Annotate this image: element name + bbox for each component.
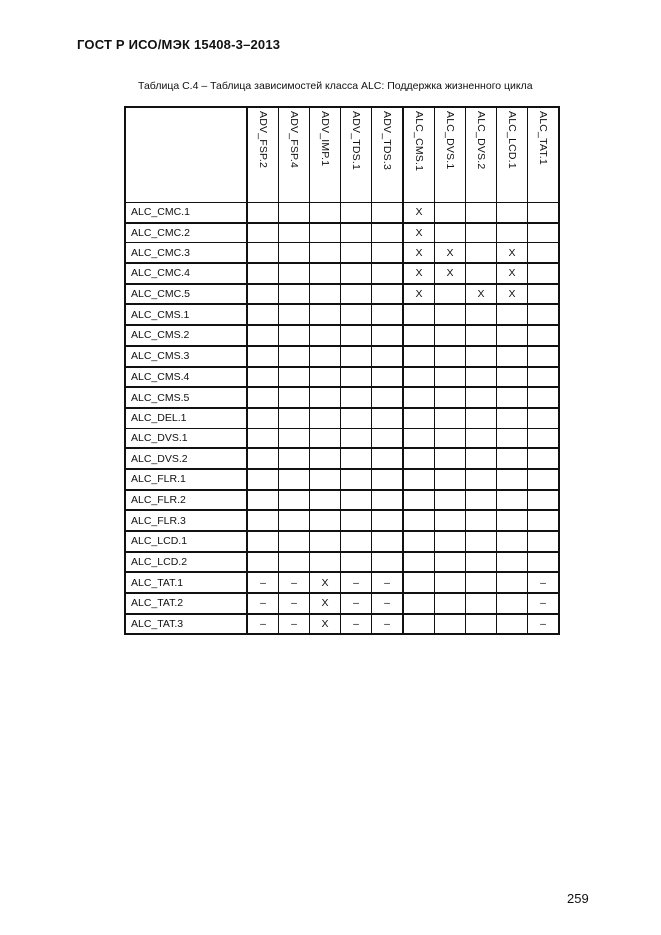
table-cell	[466, 614, 497, 635]
table-cell	[341, 346, 372, 367]
table-cell	[279, 346, 310, 367]
table-cell	[403, 448, 435, 469]
table-cell	[528, 448, 560, 469]
row-label: ALC_CMC.1	[125, 203, 247, 223]
table-cell	[372, 387, 404, 408]
column-header-label: ALC_TAT.1	[537, 111, 549, 165]
table-cell: X	[435, 243, 466, 263]
table-row	[125, 284, 559, 305]
table-cell	[247, 387, 279, 408]
table-cell	[466, 367, 497, 388]
table-cell	[247, 428, 279, 448]
table-cell	[310, 203, 341, 223]
row-label: ALC_LCD.1	[125, 531, 247, 552]
table-cell	[497, 572, 528, 593]
table-row	[125, 325, 559, 346]
row-label: ALC_CMC.5	[125, 284, 247, 305]
table-cell	[372, 284, 404, 305]
table-cell	[310, 428, 341, 448]
row-label: ALC_CMC.4	[125, 263, 247, 284]
table-row	[125, 223, 559, 243]
table-cell	[403, 552, 435, 573]
table-cell	[372, 428, 404, 448]
table-cell: X	[310, 614, 341, 635]
table-cell	[435, 346, 466, 367]
table-cell	[279, 325, 310, 346]
column-header	[247, 107, 279, 203]
table-cell	[372, 552, 404, 573]
table-cell	[279, 387, 310, 408]
table-row	[125, 531, 559, 552]
table-cell	[341, 469, 372, 490]
table-cell	[435, 490, 466, 511]
table-row	[125, 572, 559, 593]
table-cell	[497, 490, 528, 511]
table-cell: X	[497, 263, 528, 284]
table-cell: X	[497, 243, 528, 263]
table-cell	[279, 510, 310, 531]
table-cell	[466, 325, 497, 346]
table-cell	[435, 593, 466, 614]
table-cell	[310, 325, 341, 346]
table-cell	[310, 263, 341, 284]
table-cell	[466, 263, 497, 284]
table-cell	[528, 387, 560, 408]
table-cell	[497, 448, 528, 469]
row-label: ALC_CMS.2	[125, 325, 247, 346]
table-cell	[497, 552, 528, 573]
table-row	[125, 593, 559, 614]
table-cell	[247, 510, 279, 531]
table-corner-cell	[125, 107, 247, 203]
table-cell	[310, 490, 341, 511]
table-cell	[279, 304, 310, 325]
table-cell	[466, 510, 497, 531]
table-cell	[528, 490, 560, 511]
table-cell	[341, 243, 372, 263]
table-cell	[497, 469, 528, 490]
row-label: ALC_LCD.2	[125, 552, 247, 573]
table-cell	[247, 243, 279, 263]
table-cell	[310, 346, 341, 367]
table-cell: –	[341, 614, 372, 635]
table-cell	[403, 531, 435, 552]
table-row	[125, 304, 559, 325]
table-cell	[497, 325, 528, 346]
table-cell	[310, 387, 341, 408]
row-label: ALC_TAT.3	[125, 614, 247, 635]
table-row	[125, 263, 559, 284]
column-header-label: ALC_DVS.2	[475, 111, 487, 170]
table-cell	[528, 552, 560, 573]
table-cell	[341, 490, 372, 511]
table-cell: –	[247, 614, 279, 635]
table-cell	[466, 428, 497, 448]
row-label: ALC_CMS.1	[125, 304, 247, 325]
table-cell	[403, 428, 435, 448]
table-cell	[341, 263, 372, 284]
table-cell: X	[403, 284, 435, 305]
table-cell	[372, 263, 404, 284]
column-header-label: ADV_TDS.3	[381, 111, 393, 170]
column-header	[466, 107, 497, 203]
table-cell: –	[341, 593, 372, 614]
table-cell	[341, 510, 372, 531]
table-cell	[247, 263, 279, 284]
table-cell	[435, 203, 466, 223]
table-cell	[497, 387, 528, 408]
table-row	[125, 448, 559, 469]
table-cell: X	[403, 263, 435, 284]
table-cell	[247, 284, 279, 305]
table-cell	[403, 408, 435, 428]
table-cell	[528, 531, 560, 552]
column-header	[279, 107, 310, 203]
table-cell	[247, 408, 279, 428]
table-cell	[341, 367, 372, 388]
table-cell	[528, 304, 560, 325]
table-cell	[528, 346, 560, 367]
table-cell	[310, 469, 341, 490]
table-cell	[341, 284, 372, 305]
table-cell	[372, 223, 404, 243]
row-label: ALC_CMS.4	[125, 367, 247, 388]
column-header	[528, 107, 560, 203]
table-cell	[279, 203, 310, 223]
table-cell	[279, 408, 310, 428]
table-cell	[372, 408, 404, 428]
table-cell	[341, 552, 372, 573]
table-cell	[247, 552, 279, 573]
table-cell	[435, 284, 466, 305]
table-cell: –	[341, 572, 372, 593]
table-cell	[466, 531, 497, 552]
column-header-label: ALC_CMS.1	[413, 111, 425, 172]
table-cell	[310, 367, 341, 388]
table-cell	[497, 614, 528, 635]
table-cell	[403, 346, 435, 367]
table-cell: –	[528, 593, 560, 614]
column-header-label: ADV_TDS.1	[350, 111, 362, 170]
column-header	[435, 107, 466, 203]
table-cell	[279, 448, 310, 469]
row-label: ALC_CMC.2	[125, 223, 247, 243]
row-label: ALC_FLR.2	[125, 490, 247, 511]
table-cell: –	[528, 614, 560, 635]
table-row	[125, 510, 559, 531]
table-cell	[497, 346, 528, 367]
table-cell: –	[372, 593, 404, 614]
table-cell: X	[310, 572, 341, 593]
table-cell	[466, 243, 497, 263]
column-header-label: ALC_LCD.1	[506, 111, 518, 169]
table-cell: –	[279, 593, 310, 614]
table-cell: X	[403, 243, 435, 263]
table-cell	[528, 428, 560, 448]
row-label: ALC_DEL.1	[125, 408, 247, 428]
table-cell	[372, 325, 404, 346]
table-cell	[310, 284, 341, 305]
table-cell	[372, 243, 404, 263]
table-cell	[372, 469, 404, 490]
table-cell	[466, 593, 497, 614]
table-row	[125, 552, 559, 573]
table-cell	[435, 387, 466, 408]
table-cell	[247, 325, 279, 346]
table-cell	[497, 203, 528, 223]
table-cell	[528, 469, 560, 490]
table-cell	[466, 223, 497, 243]
table-cell: X	[403, 223, 435, 243]
column-header	[341, 107, 372, 203]
table-cell	[247, 203, 279, 223]
table-cell	[403, 510, 435, 531]
table-cell	[372, 448, 404, 469]
table-cell	[435, 510, 466, 531]
table-cell: –	[247, 593, 279, 614]
table-cell	[466, 408, 497, 428]
table-cell	[466, 304, 497, 325]
table-cell	[247, 448, 279, 469]
table-cell	[341, 531, 372, 552]
table-cell	[528, 284, 560, 305]
row-label: ALC_TAT.1	[125, 572, 247, 593]
table-cell	[247, 490, 279, 511]
table-cell	[466, 469, 497, 490]
page-number: 259	[567, 891, 589, 906]
table-cell	[497, 367, 528, 388]
table-cell	[403, 304, 435, 325]
table-cell	[247, 304, 279, 325]
table-row	[125, 469, 559, 490]
table-cell	[435, 223, 466, 243]
table-row	[125, 346, 559, 367]
table-row	[125, 408, 559, 428]
table-cell	[247, 223, 279, 243]
row-label: ALC_DVS.1	[125, 428, 247, 448]
row-label: ALC_CMC.3	[125, 243, 247, 263]
table-cell	[466, 346, 497, 367]
table-cell	[497, 408, 528, 428]
table-cell	[403, 572, 435, 593]
table-cell	[528, 263, 560, 284]
table-row	[125, 614, 559, 635]
table-cell: –	[372, 572, 404, 593]
table-cell	[310, 304, 341, 325]
table-cell	[279, 490, 310, 511]
table-cell	[497, 510, 528, 531]
row-label: ALC_CMS.5	[125, 387, 247, 408]
table-cell: X	[466, 284, 497, 305]
row-label: ALC_CMS.3	[125, 346, 247, 367]
table-cell	[341, 428, 372, 448]
table-header-row	[125, 107, 559, 203]
table-cell	[310, 552, 341, 573]
table-cell	[497, 593, 528, 614]
table-cell	[310, 243, 341, 263]
table-row	[125, 490, 559, 511]
table-cell	[466, 490, 497, 511]
table-cell	[372, 367, 404, 388]
table-cell	[341, 448, 372, 469]
table-cell	[403, 387, 435, 408]
table-cell	[528, 243, 560, 263]
table-cell	[466, 203, 497, 223]
table-cell	[466, 387, 497, 408]
row-label: ALC_DVS.2	[125, 448, 247, 469]
column-header	[310, 107, 341, 203]
table-cell	[528, 510, 560, 531]
column-header-label: ADV_IMP.1	[319, 111, 331, 167]
table-cell	[247, 346, 279, 367]
column-header	[372, 107, 404, 203]
table-cell	[310, 223, 341, 243]
table-cell	[497, 223, 528, 243]
table-cell	[528, 203, 560, 223]
column-header-label: ADV_FSP.4	[288, 111, 300, 169]
table-cell	[341, 387, 372, 408]
table-cell	[435, 531, 466, 552]
table-cell	[247, 469, 279, 490]
table-cell	[435, 614, 466, 635]
table-cell	[372, 346, 404, 367]
table-row	[125, 428, 559, 448]
table-cell	[310, 510, 341, 531]
table-cell	[279, 531, 310, 552]
table-row	[125, 367, 559, 388]
table-cell	[310, 448, 341, 469]
column-header	[403, 107, 435, 203]
column-header	[497, 107, 528, 203]
table-caption: Таблица С.4 – Таблица зависимостей класса ALC: Поддержка жизненного цикла	[138, 80, 533, 92]
table-cell	[403, 367, 435, 388]
table-cell	[528, 223, 560, 243]
table-cell: –	[279, 572, 310, 593]
table-cell: –	[528, 572, 560, 593]
table-cell	[310, 408, 341, 428]
table-cell: –	[247, 572, 279, 593]
column-header-label: ALC_DVS.1	[444, 111, 456, 170]
table-cell	[528, 325, 560, 346]
table-cell: –	[279, 614, 310, 635]
table-cell	[279, 552, 310, 573]
table-cell	[372, 490, 404, 511]
table-row	[125, 203, 559, 223]
table-cell	[435, 552, 466, 573]
table-cell	[403, 614, 435, 635]
table-cell	[279, 428, 310, 448]
table-cell	[466, 448, 497, 469]
table-cell	[403, 469, 435, 490]
table-cell	[528, 408, 560, 428]
table-cell	[341, 408, 372, 428]
table-cell: X	[435, 263, 466, 284]
row-label: ALC_TAT.2	[125, 593, 247, 614]
table-cell	[497, 304, 528, 325]
table-cell	[341, 223, 372, 243]
table-cell	[279, 243, 310, 263]
table-cell	[372, 510, 404, 531]
column-header-label: ADV_FSP.2	[257, 111, 269, 169]
table-cell	[310, 531, 341, 552]
table-cell	[435, 304, 466, 325]
table-cell	[403, 325, 435, 346]
table-cell	[341, 203, 372, 223]
table-cell	[341, 325, 372, 346]
table-cell	[403, 593, 435, 614]
table-cell	[372, 203, 404, 223]
table-cell	[279, 284, 310, 305]
table-cell	[279, 367, 310, 388]
table-cell	[279, 223, 310, 243]
table-cell	[372, 304, 404, 325]
table-body	[125, 203, 559, 635]
table-cell	[247, 367, 279, 388]
table-row	[125, 243, 559, 263]
table-cell: X	[310, 593, 341, 614]
table-cell	[435, 469, 466, 490]
table-row	[125, 387, 559, 408]
table-cell: X	[497, 284, 528, 305]
table-cell	[435, 367, 466, 388]
table-cell	[497, 428, 528, 448]
table-cell	[435, 408, 466, 428]
table-cell	[372, 531, 404, 552]
dependency-table	[124, 106, 560, 635]
table-cell	[341, 304, 372, 325]
table-cell	[279, 263, 310, 284]
table-cell	[435, 428, 466, 448]
table-cell	[497, 531, 528, 552]
table-cell	[528, 367, 560, 388]
table-cell	[403, 490, 435, 511]
table-cell	[279, 469, 310, 490]
row-label: ALC_FLR.3	[125, 510, 247, 531]
table-cell	[435, 325, 466, 346]
table-cell: –	[372, 614, 404, 635]
table-cell	[435, 448, 466, 469]
table-cell	[435, 572, 466, 593]
table-cell	[466, 572, 497, 593]
row-label: ALC_FLR.1	[125, 469, 247, 490]
table-cell: X	[403, 203, 435, 223]
table-cell	[466, 552, 497, 573]
document-header: ГОСТ Р ИСО/МЭК 15408-3–2013	[77, 37, 281, 52]
table-cell	[247, 531, 279, 552]
